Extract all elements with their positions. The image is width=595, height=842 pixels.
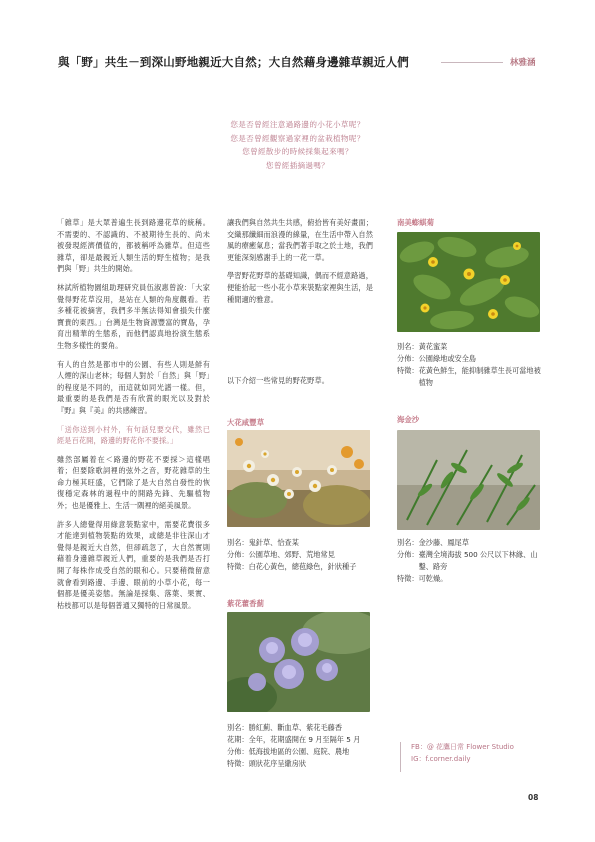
intro-line: 您曾經插摘過嗎？ (265, 160, 330, 170)
label-alias: 別名： (227, 723, 249, 732)
paragraph: 林試所植物園組助理研究員伍淑惠曾說：「大家覺得野花草沒用，是站在人類的角度觀看。若多種花被摘害，我們多半無法得知會損失什麼寶貴的東西。」台灣是生物資源豐富的寶島，孕育出精華的生態系，而他們認真地扮演生態系生物多樣性的要角。 (57, 282, 210, 350)
plant-feature: 可乾燥。 (418, 574, 448, 583)
label-alias: 別名： (397, 342, 419, 351)
intro-line: 您是否曾經觀察過家裡的盆栽植物呢？ (230, 133, 365, 143)
label-alias: 別名： (397, 538, 419, 547)
photo-golden (397, 430, 540, 530)
plant-alias: 黃花蜜菜 (418, 342, 448, 351)
photo-wedelia (397, 232, 540, 332)
photo-daisy (227, 430, 370, 527)
facebook-handle: FB：@ 花鷹日常 Flower Studio (411, 743, 514, 751)
body-column-1 (57, 217, 210, 618)
social-links (400, 742, 540, 772)
plant-info-golden (397, 537, 542, 585)
label-flowering: 花期： (227, 735, 249, 744)
label-distribution: 分佈： (397, 550, 419, 559)
label-distribution: 分佈： (397, 354, 419, 363)
plant-alias: 勝紅薊、斷血草、紫花毛藤香 (248, 723, 343, 732)
plant-feature: 花黃色鮮生，能抑制雜草生長可當地被植物 (418, 366, 541, 387)
page-number: 08 (528, 793, 539, 802)
body-column-2 (227, 217, 373, 385)
plant-distribution: 臺灣全境海拔 500 公尺以下林緣、山鑿、路旁 (418, 550, 538, 571)
intro-questions (140, 118, 455, 172)
paragraph: 雖然部屬着在＜路邊的野花不要採＞這樣唱着；但要除歌詞裡的弦外之音，野花雜草的生命力極其旺盛，它們除了是大自然自發性的恢復穩定森林的過程中的開路先鋒、先驅植物外；也是優雅上、生活一隅裡的絕美風景。 (57, 454, 210, 511)
label-feature: 特徵： (397, 574, 419, 583)
plant-flowering: 全年，花期盛開在 9 月至隔年 5 月 (248, 735, 361, 744)
instagram-handle: IG：f.corner.daily (411, 754, 471, 763)
plant-title-golden: 海金沙 (397, 415, 420, 424)
song-quote: 「送你送到小村外，有句話兒要交代，雖然已經是百花開，路邊的野花你不要採。」 (57, 424, 210, 446)
label-feature: 特徵： (227, 759, 249, 768)
label-feature: 特徵： (397, 366, 419, 375)
plant-info-wedelia (397, 341, 547, 389)
lead-in-text: 以下介紹一些常見的野花野草。 (227, 376, 330, 385)
intro-line: 您曾經散步的時候採集起來嗎？ (242, 147, 353, 157)
plant-title-wedelia: 南美蟛蜞菊 (397, 218, 434, 227)
plant-distribution: 低海拔地區的公園、庭院、農地 (248, 747, 350, 756)
article-title: 與「野」共生－到深山野地親近大自然；大自然藉身邊雜草親近人們 (58, 55, 409, 69)
paragraph: 「雜草」是大眾普遍生長到路邊花草的統稱。不需要的、不認識的、不被期待生長的、尚未被發現經濟價值的，都被稱呼為雜草。但這些雜草，卻是最親近人類生活的野生植物；是我們與「野」共生的開始。 (57, 218, 210, 274)
plant-distribution: 公園草地、郊野、荒地常見 (248, 550, 335, 559)
plant-feature: 白花心黃色，總苞綠色，針狀種子 (248, 562, 357, 571)
paragraph: 學習野花野草的基礎知識，偶而不經意路過，便能拾起一些小花小草來裝點家裡與生活，是種閒適的雅意。 (227, 271, 373, 304)
title-divider (441, 62, 503, 63)
paragraph: 許多人總覺得用綠意裝點家中，需要花費很多才能達到植物裝點的效果，或總是非往深山才覺得是親近大自然，但卻疏忽了，大自然實則藉着身邊雜草親近人們，重要的是我們是否打開了每株作成受自然的眼和心。只要稍微留意就會看到路邊、手邊、眼前的小草小花，每一個都是優美姿態。無論是採集、落葉、果實、枯枝都可以是每個普通又獨特的日常風景。 (57, 519, 210, 610)
plant-distribution: 公園綠地或安全島 (418, 354, 477, 363)
author-name: 林雅涵 (510, 58, 536, 68)
paragraph: 讓我們與自然共生共感，俯拾皆有美好畫面；交織那纖細而浪漫的線量，在生活中帶入自然風的療癒氣息；當我們著手取之於土地，我們更能深刻感謝手上的一花一草。 (227, 218, 373, 262)
plant-info-daisy (227, 537, 377, 573)
label-distribution: 分佈： (227, 747, 249, 756)
label-distribution: 分佈： (227, 550, 249, 559)
label-alias: 別名： (227, 538, 249, 547)
intro-line: 您是否曾經注意過路邊的小花小草呢？ (230, 120, 365, 129)
paragraph: 有人的自然是都市中的公園、有些人則是鮮有人煙的深山老林；每個人對於「自然」與「野」的程度是不同的，而這就如同光譜一樣。但，最重要的是我們是否有欣賞的眼光以及對於『野』與『美』的共感練習。 (57, 359, 210, 415)
plant-title-daisy: 大花咸豐草 (227, 418, 264, 427)
plant-info-ageratum (227, 722, 387, 770)
photo-ageratum (227, 612, 370, 712)
label-feature: 特徵： (227, 562, 249, 571)
plant-alias: 金沙藤、鳳尾草 (418, 538, 469, 547)
plant-feature: 頭狀花序呈繖房狀 (248, 759, 307, 768)
plant-alias: 鬼針草、恰查某 (248, 538, 299, 547)
plant-title-ageratum: 紫花藿香薊 (227, 599, 264, 608)
